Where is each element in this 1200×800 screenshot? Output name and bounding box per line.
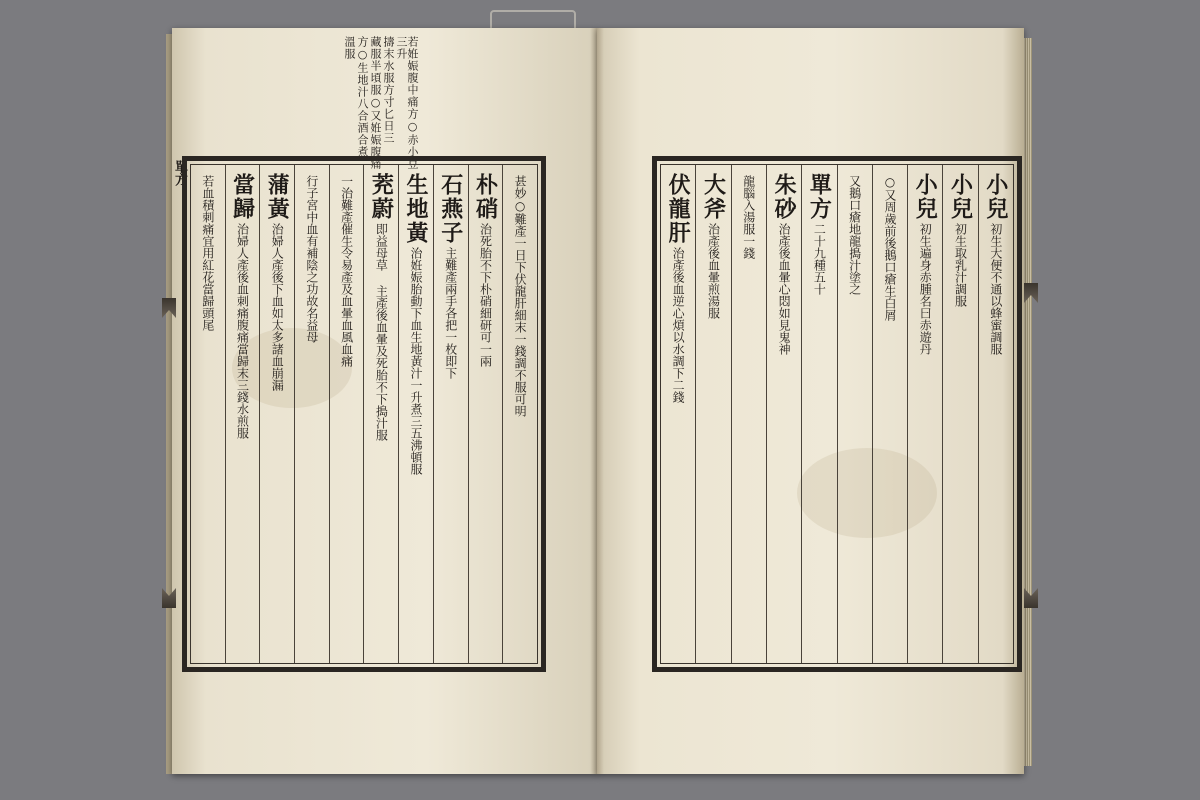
text-column: 伏龍肝 治產後血逆心煩以水調下二錢 <box>665 173 692 403</box>
text-column: 小兒 初生取乳汁調服 <box>942 165 977 663</box>
text-column: 大斧 治產後血暈煎湯服 <box>695 165 730 663</box>
book-spine <box>590 28 604 774</box>
text-column: 茺蔚 即益母草 主產後血暈及死胎不下搗汁服 <box>363 165 398 663</box>
text-column: 龍腦入湯服一錢 <box>731 165 766 663</box>
text-column: 行子宮中血有補陰之功故名益母 <box>294 165 329 663</box>
text-column: 石燕子 主難產兩手各把一枚即下 <box>433 165 468 663</box>
annotation-line: 若姙娠腹中痛方○赤小豆三升 <box>395 36 419 170</box>
text-column: 又鵝口瘡地龍搗汁塗之 <box>837 165 872 663</box>
text-column: 若血積刺痛宜用紅花當歸頭尾 <box>200 175 215 331</box>
text-column: 生地黃 治姙娠胎動下血生地黃汁一升煮三五沸頓服 <box>398 165 433 663</box>
text-column: 當歸 治婦人產後血刺痛腹痛當歸末三錢水煎服 <box>225 165 260 663</box>
text-column: 小兒 初生遍身赤腫名曰赤遊丹 <box>907 165 942 663</box>
top-annotation <box>344 36 418 176</box>
annotation-line: 溫服 <box>343 36 356 60</box>
text-column: 單方 二十九種五十 <box>801 165 836 663</box>
text-column: 一治難產催生令易產及血暈血風血痛 <box>329 165 364 663</box>
text-column: ○又周歲前後鵝口瘡生白屑 <box>872 165 907 663</box>
annotation-line: 擣末水服方寸匕日三 <box>382 36 395 144</box>
text-column: 朴硝 治死胎不下朴硝細研可一兩 <box>468 165 503 663</box>
text-frame-right <box>652 156 1022 672</box>
left-page <box>172 28 598 774</box>
text-column: 蒲黃 治婦人產後下血如太多諸血崩漏 <box>259 165 294 663</box>
right-page <box>597 28 1024 774</box>
annotation-line: 藏服半頃服○又姙娠腹痛 <box>369 36 382 170</box>
text-column: 朱砂 治產後血暈心悶如見鬼神 <box>766 165 801 663</box>
text-frame-left <box>182 156 546 672</box>
text-column: 小兒 初生大便不通以蜂蜜調服 <box>978 165 1013 663</box>
margin-label: 單方 <box>172 160 187 186</box>
open-book <box>172 28 1024 774</box>
text-column: 甚妙○難產一日下伏龍肝細末一錢調不服可明 <box>502 165 537 663</box>
annotation-line: 方○生地汁八合酒合煮 <box>356 36 369 158</box>
